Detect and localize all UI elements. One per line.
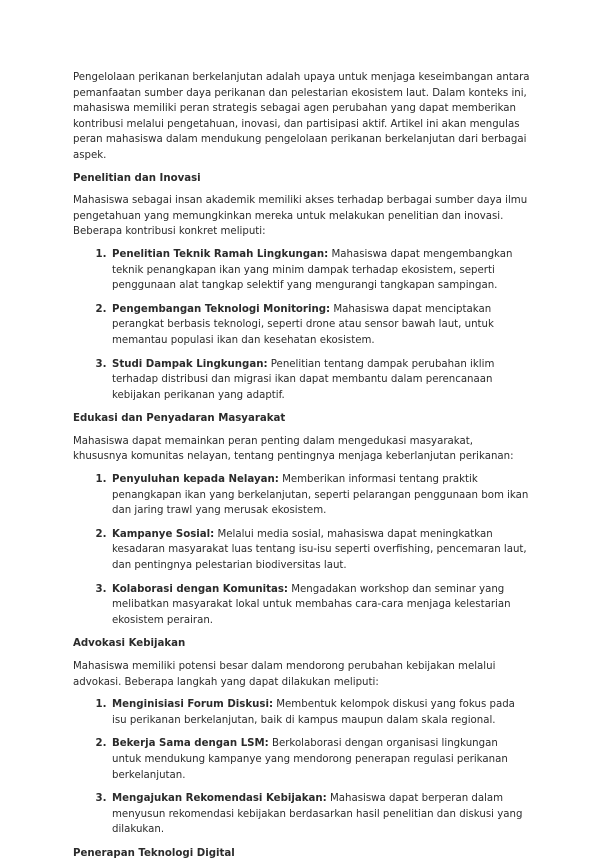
intro-paragraph: Pengelolaan perikanan berkelanjutan adalah upaya untuk menjaga keseimbangan antara pemanfaatan sumber daya perikanan dan pelestarian ekosistem laut. Dalam konteks ini, mahasiswa memiliki peran strategis sebagai agen perubahan yang dapat memberikan kontribusi melalui pengetahuan, inovasi, dan partisipasi aktif. Artikel ini akan mengulas peran mahasiswa dalam mendukung pengelolaan perikanan berkelanjutan dari berbagai aspek. bbox=[73, 72, 530, 161]
list-item-term: Studi Dampak Lingkungan: bbox=[112, 358, 268, 370]
list-item bbox=[110, 736, 530, 783]
list-item-text: Memberikan informasi tentang praktik penangkapan ikan yang berkelanjutan, seperti pelarangan penggunaan bom ikan dan jaring trawl yang merusak ekosistem. bbox=[112, 474, 529, 517]
list-item bbox=[110, 697, 530, 728]
list-item-text: Membentuk kelompok diskusi yang fokus pada isu perikanan berkelanjutan, baik di kampus maupun dalam skala regional. bbox=[112, 699, 515, 726]
list-advokasi bbox=[73, 697, 530, 838]
list-item-term: Bekerja Sama dengan LSM: bbox=[112, 738, 269, 750]
list-item-text: Berkolaborasi dengan organisasi lingkungan untuk mendukung kampanye yang mendorong penerapan regulasi perikanan berkelanjutan. bbox=[112, 738, 508, 781]
list-edukasi bbox=[73, 472, 530, 628]
list-item-text: Mahasiswa dapat mengembangkan teknik penangkapan ikan yang minim dampak terhadap ekosistem, seperti penggunaan alat tangkap selektif yang mengurangi tangkapan sampingan. bbox=[112, 248, 513, 292]
list-item-term: Menginisiasi Forum Diskusi: bbox=[112, 699, 274, 711]
list-item-term: Pengembangan Teknologi Monitoring: bbox=[112, 303, 331, 315]
list-item bbox=[110, 357, 530, 404]
list-item-text: Mahasiswa dapat menciptakan perangkat berbasis teknologi, seperti drone atau sensor bawah laut, untuk memantau populasi ikan dan kesehatan ekosistem. bbox=[112, 303, 494, 346]
section-paragraph-penelitian: Mahasiswa sebagai insan akademik memiliki akses terhadap berbagai sumber daya ilmu pengetahuan yang memungkinkan mereka untuk melakukan penelitian dan inovasi. Beberapa kontribusi konkret meliputi: bbox=[73, 195, 528, 238]
list-item bbox=[110, 302, 530, 349]
section-heading-edukasi: Edukasi dan Penyadaran Masyarakat bbox=[73, 413, 286, 425]
section-heading-advokasi: Advokasi Kebijakan bbox=[73, 638, 186, 650]
list-item bbox=[110, 527, 530, 574]
list-item bbox=[110, 582, 530, 629]
list-item-term: Kolaborasi dengan Komunitas: bbox=[112, 583, 289, 595]
list-item-term: Kampanye Sosial: bbox=[112, 528, 215, 540]
list-item-text: Mahasiswa dapat berperan dalam menyusun rekomendasi kebijakan berdasarkan hasil penelitian dan diskusi yang dilakukan. bbox=[112, 793, 523, 836]
section-heading-teknologi-digital: Penerapan Teknologi Digital bbox=[73, 847, 235, 859]
list-item-text: Melalui media sosial, mahasiswa dapat meningkatkan kesadaran masyarakat luas tentang isu-isu seperti overfishing, pencemaran laut, dan pentingnya pelestarian biodiversitas laut. bbox=[112, 528, 527, 572]
list-penelitian bbox=[73, 247, 530, 403]
list-item bbox=[110, 791, 530, 838]
section-heading-penelitian: Penelitian dan Inovasi bbox=[73, 172, 201, 184]
list-item-text: Penelitian tentang dampak perubahan iklim terhadap distribusi dan migrasi ikan dapat membantu dalam perencanaan kebijakan perikanan yang adaptif. bbox=[112, 358, 495, 401]
list-item-text: Mengadakan workshop dan seminar yang melibatkan masyarakat lokal untuk membahas cara-cara menjaga kelestarian ekosistem perairan. bbox=[112, 583, 511, 626]
list-item bbox=[110, 472, 530, 519]
list-item bbox=[110, 247, 530, 294]
list-item-term: Penelitian Teknik Ramah Lingkungan: bbox=[112, 248, 329, 260]
list-item-term: Penyuluhan kepada Nelayan: bbox=[112, 474, 279, 486]
list-item-term: Mengajukan Rekomendasi Kebijakan: bbox=[112, 793, 327, 805]
section-paragraph-edukasi: Mahasiswa dapat memainkan peran penting dalam mengedukasi masyarakat, khususnya komunitas nelayan, tentang pentingnya menjaga keberlanjutan perikanan: bbox=[73, 435, 514, 463]
section-paragraph-advokasi: Mahasiswa memiliki potensi besar dalam mendorong perubahan kebijakan melalui advokasi. Beberapa langkah yang dapat dilakukan meliputi: bbox=[73, 661, 496, 688]
